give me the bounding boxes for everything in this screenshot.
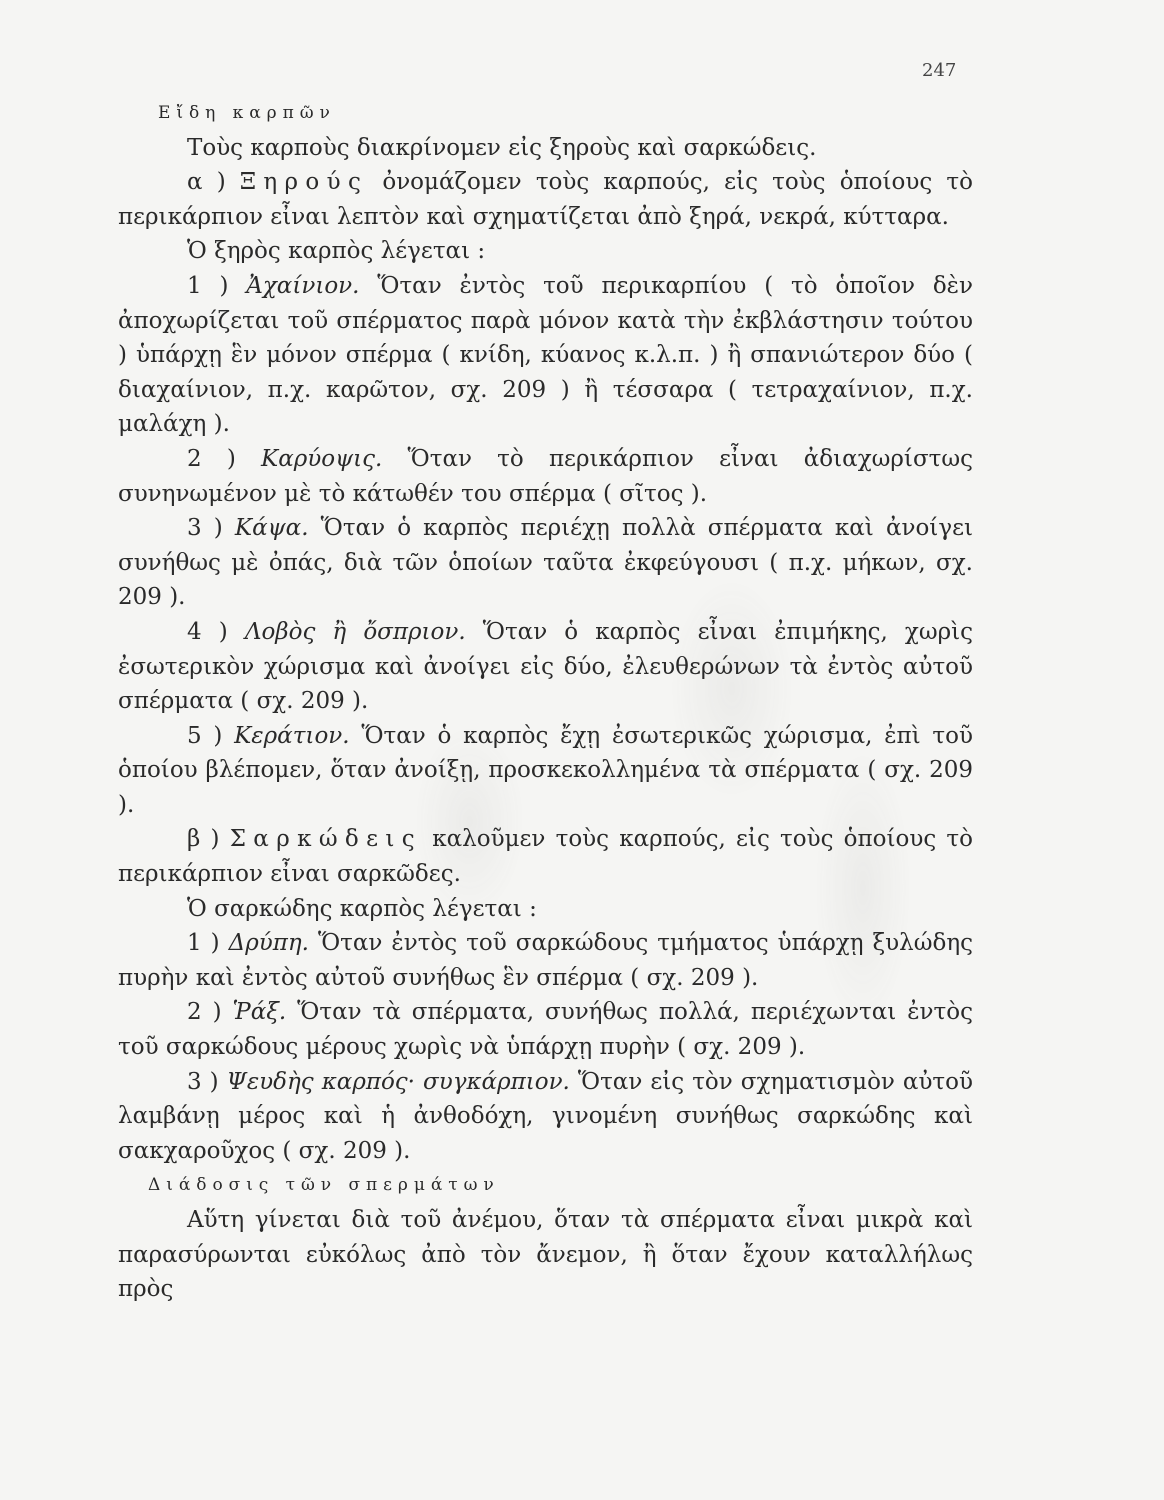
item-label: α )	[187, 169, 240, 196]
item-label: β )	[187, 826, 230, 853]
term-dry: Ξηρούς	[239, 169, 369, 196]
paragraph-fleshy-intro: Ὁ σαρκώδης καρπὸς λέγεται :	[187, 895, 537, 922]
body-text	[118, 96, 973, 1307]
term-caryopsis: Καρύοψις.	[261, 445, 383, 472]
term-berry: Ῥάξ.	[232, 999, 287, 1026]
item-drupe	[118, 926, 973, 995]
item-label: 5 )	[187, 722, 235, 749]
item-silique	[118, 719, 973, 823]
item-false-fruit	[118, 1065, 973, 1169]
item-capsule	[118, 511, 973, 615]
paragraph-wind-dispersal: Αὕτη γίνεται διὰ τοῦ ἀνέμου, ὅταν τὰ σπέρματα εἶναι μικρὰ καὶ παρασύρωνται εὐκόλως ἀπὸ τὸν ἄνεμον, ἢ ὅταν ἔχουν καταλλήλως πρὸς	[118, 1207, 973, 1303]
term-achene: Ἀχαίνιον.	[246, 272, 360, 299]
item-text: Ὅταν τὰ σπέρματα, συνήθως πολλά, περιέχωνται ἐντὸς τοῦ σαρκώδους μέρους χωρὶς νὰ ὑπάρχῃ πυρὴν ( σχ. 209 ).	[118, 999, 973, 1061]
paragraph-dry-fruits	[118, 165, 973, 234]
item-text: Ὅταν ὁ καρπὸς εἶναι ἐπιμήκης, χωρὶς ἐσωτερικὸν χώρισμα καὶ ἀνοίγει εἰς δύο, ἐλευθερώνων τὰ ἐντὸς αὐτοῦ σπέρματα ( σχ. 209 ).	[118, 618, 973, 715]
term-silique: Κεράτιον.	[234, 722, 350, 749]
item-text: Ὅταν ἐντὸς τοῦ περικαρπίου ( τὸ ὁποῖον δὲν ἀποχωρίζεται τοῦ σπέρματος παρὰ μόνον κατὰ τὴν ἐκβλάστησιν τούτου ) ὑπάρχῃ ἓν μόνον σπέρμα ( κνίδη, κύανος κ.λ.π. ) ἢ σπανιώτερον δύο ( διαχαίνιον, π.χ. καρῶτον, σχ. 209 ) ἢ τέσσαρα ( τετραχαίνιον, π.χ. μαλάχη ).	[118, 272, 974, 438]
paragraph-text: καλοῦμεν τοὺς καρπούς, εἰς τοὺς ὁποίους τὸ περικάρπιον εἶναι σαρκῶδες.	[118, 826, 973, 888]
page-number: 247	[922, 60, 957, 81]
term-capsule: Κάψα.	[234, 515, 309, 542]
item-text: Ὅταν τὸ περικάρπιον εἶναι ἀδιαχωρίστως συνηνωμένον μὲ τὸ κάτωθέν του σπέρμα ( σῖτος ).	[118, 445, 974, 507]
paragraph-intro: Τοὺς καρποὺς διακρίνομεν εἰς ξηροὺς καὶ σαρκώδεις.	[187, 134, 817, 161]
item-label: 4 )	[187, 618, 245, 645]
item-caryopsis	[118, 442, 973, 511]
item-text: Ὅταν ὁ καρπὸς περιέχῃ πολλὰ σπέρματα καὶ ἀνοίγει συνήθως μὲ ὀπάς, διὰ τῶν ὁποίων ταῦτα ἐκφεύγουσι ( π.χ. μήκων, σχ. 209 ).	[118, 515, 974, 611]
item-legume	[118, 615, 973, 719]
section-heading-seed-dispersal: Διάδοσις τῶν σπερμάτων	[148, 1175, 500, 1196]
term-legume: Λοβὸς ἢ ὄσπριον.	[244, 618, 466, 645]
item-text: Ὅταν εἰς τὸν σχηματισμὸν αὐτοῦ λαμβάνῃ μέρος καὶ ἡ ἀνθοδόχη, γινομένη συνήθως σαρκώδης καὶ σακχαροῦχος ( σχ. 209 ).	[118, 1068, 973, 1164]
item-text: Ὅταν ἐντὸς τοῦ σαρκώδους τμήματος ὑπάρχῃ ξυλώδης πυρὴν καὶ ἐντὸς αὐτοῦ συνήθως ἓν σπέρμα ( σχ. 209 ).	[118, 930, 973, 991]
term-false-fruit: Ψευδὴς καρπός· συγκάρπιον.	[226, 1068, 570, 1095]
term-fleshy: Σαρκώδεις	[229, 826, 423, 853]
term-drupe: Δρύπη.	[228, 930, 309, 957]
item-label: 3 )	[187, 515, 235, 542]
item-label: 2 )	[187, 999, 233, 1026]
section-heading-fruit-types: Εἴδη καρπῶν	[158, 103, 336, 123]
item-label: 3 )	[187, 1068, 227, 1095]
item-label: 1 )	[187, 272, 247, 299]
item-label: 1 )	[187, 930, 229, 957]
paragraph-text: ὀνομάζομεν τοὺς καρπούς, εἰς τοὺς ὁποίους τὸ περικάρπιον εἶναι λεπτὸν καὶ σχηματίζεται ἀπὸ ξηρά, νεκρά, κύτταρα.	[118, 169, 973, 230]
paragraph-dry-intro: Ὁ ξηρὸς καρπὸς λέγεται :	[187, 238, 486, 265]
item-text: Ὅταν ὁ καρπὸς ἔχῃ ἐσωτερικῶς χώρισμα, ἐπὶ τοῦ ὁποίου βλέπομεν, ὅταν ἀνοίξῃ, προσκεκολλημένα τὰ σπέρματα ( σχ. 209 ).	[118, 722, 973, 818]
item-label: 2 )	[187, 445, 262, 472]
paragraph-fleshy-fruits	[118, 822, 973, 891]
item-berry	[118, 995, 973, 1064]
item-achene	[118, 269, 973, 442]
